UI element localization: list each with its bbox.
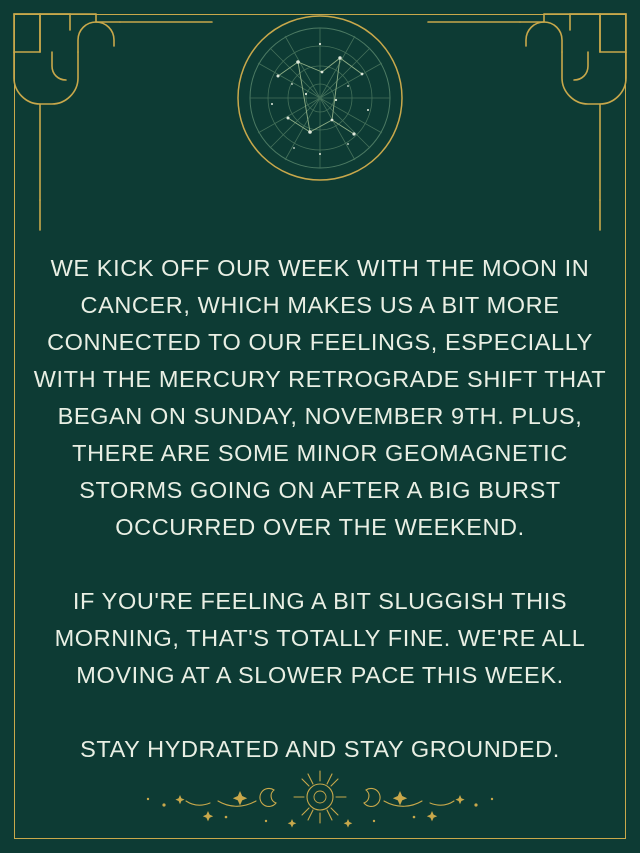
bottom-flourish-ornament (80, 757, 560, 837)
paragraph-two: IF YOU'RE FEELING A BIT SLUGGISH THIS MORNING, THAT'S TOTALLY FINE. WE'RE ALL MOVING AT A SLOWER PACE THIS WEEK. (54, 588, 586, 688)
paragraph-one: WE KICK OFF OUR WEEK WITH THE MOON IN CANCER, WHICH MAKES US A BIT MORE CONNECTED TO OUR FEELINGS, ESPECIALLY WITH THE MERCURY RETROGRADE SHIFT THAT BEGAN ON SUNDAY, NOVEMBER 9TH. PLUS, THERE ARE SOME MINOR GEOMAGNETIC STORMS GOING ON AFTER A BIG BURST OCCURRED OVER THE WEEKEND. (33, 255, 607, 540)
star-chart-icon (236, 14, 404, 182)
horoscope-text-block (30, 250, 610, 768)
paragraph-three: STAY HYDRATED AND STAY GROUNDED. (80, 736, 560, 762)
